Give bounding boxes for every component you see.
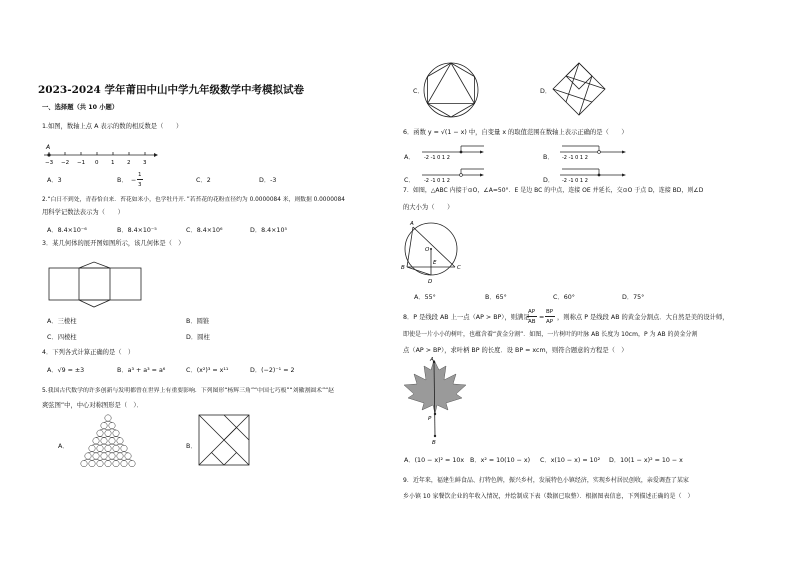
q1-stem: 1.如图，数轴上点 A 表示的数的相反数是（ ）: [42, 123, 183, 130]
svg-text:-2 -1 0 1 2: -2 -1 0 1 2: [562, 155, 588, 161]
q6-number-line-a: [422, 143, 486, 163]
q1-option-b: B．: [117, 177, 128, 184]
yanghui-cell: [121, 460, 127, 466]
yanghui-cell: [97, 460, 103, 466]
yanghui-cell: [101, 453, 107, 459]
q7-option-c: C．60°: [553, 294, 575, 301]
q6-option-c: C．: [404, 177, 415, 184]
yanghui-cell: [113, 460, 119, 466]
yanghui-cell: [109, 438, 115, 444]
yanghui-cell: [93, 453, 99, 459]
q7-option-a: A．55°: [414, 294, 436, 301]
q1-tick-label: −1: [77, 160, 86, 166]
q1-number-line: [42, 140, 162, 166]
q1-tick-label: 1: [111, 160, 115, 166]
q3-net-figure: [48, 262, 143, 308]
section-heading: 一、选择题（共 10 小题）: [42, 104, 119, 111]
svg-text:-2 -1 0 1 2: -2 -1 0 1 2: [562, 178, 588, 184]
yanghui-cell: [93, 438, 99, 444]
q1-tick-label: 0: [95, 160, 99, 166]
q3-option-b: B．圆锥: [186, 318, 210, 325]
q1-tick-label: 3: [143, 160, 147, 166]
q8-frac1-numerator: AP: [528, 309, 536, 315]
yanghui-cell: [109, 422, 115, 428]
yanghui-cell: [97, 430, 103, 436]
q8-label-p: P: [428, 416, 432, 422]
q5-option-b: B．: [186, 443, 197, 450]
q7-option-b: B．65°: [485, 294, 507, 301]
q7-stem-line2: 的大小为（ ）: [403, 204, 454, 211]
q1-option-b-sign: −: [131, 177, 137, 184]
zhaoshuang-figure: [552, 62, 606, 116]
yanghui-cell: [101, 422, 107, 428]
tangram-figure: [198, 414, 250, 466]
q8-label-b: B: [432, 440, 436, 446]
yanghui-cell: [105, 445, 111, 451]
q1-option-d: D．-3: [259, 177, 277, 184]
yanghui-cell: [109, 453, 115, 459]
svg-text:-2 -1 0 1 2: -2 -1 0 1 2: [424, 155, 450, 161]
yanghui-triangle-figure: [70, 414, 146, 470]
q4-option-d: D．(−2)⁻¹ = 2: [250, 367, 295, 374]
page-title: 2023-2024 学年莆田中山中学九年级数学中考模拟试卷: [38, 84, 304, 96]
q4-option-c: C．(x²)³ = x¹¹: [186, 367, 229, 374]
q6-number-line-b: [560, 143, 628, 163]
q6-option-d: D．: [543, 177, 555, 184]
q8-option-d: D．10(1 − x)² = 10 − x: [609, 457, 683, 464]
q8-label-a: A: [430, 357, 434, 363]
q6-option-b: B．: [543, 154, 554, 161]
q8-frac1-denominator: AB: [528, 319, 536, 325]
q8-option-a: A．(10 − x)² = 10x: [404, 457, 465, 464]
q7-stem-line1: 7．如图，△ABC 内接于⊙O，∠A=50°．E 是边 BC 的中点，连接 OE 并延长，交⊙O 于点 D，连接 BD，则∠D: [403, 187, 704, 194]
q9-stem-line2: 乡小镇 10 家餐饮企业的年收入情况，并绘制成下表（数据已取整）．根据图表信息，下列描述正确的是（ ）: [403, 493, 694, 500]
q8-stem-line3: 点（AP > BP），求叶柄 BP 的长度．设 BP = xcm，则符合题意的方程是（ ）: [403, 347, 628, 354]
q1-fraction-bar: [137, 179, 143, 180]
q3-option-c: C．四棱柱: [47, 334, 77, 341]
q7-label-o: O: [425, 247, 430, 253]
q1-tick-label: −3: [45, 160, 54, 166]
q6-number-line-c: [422, 166, 486, 186]
q1-option-a: A．3: [47, 177, 62, 184]
yanghui-cell: [117, 438, 123, 444]
yanghui-cell: [129, 460, 135, 466]
yanghui-cell: [97, 445, 103, 451]
q8-option-b: B．x² = 10(10 − x): [470, 457, 531, 464]
q5-option-c: C．: [413, 88, 424, 95]
q1-point-a: [47, 153, 50, 156]
q8-frac2-denominator: AP: [546, 319, 554, 325]
q6-stem: 6．函数 y = √(1 − x) 中，自变量 x 的取值范围在数轴上表示正确的是（ ）: [403, 129, 628, 136]
q2-option-c: C．8.4×10⁶: [186, 227, 223, 234]
q2-option-b: B．8.4×10⁻⁵: [117, 227, 157, 234]
q8-stem-line1-rest: ，则称点 P 是线段 AB 的黄金分割点．大自然是美的设计师，: [557, 314, 729, 321]
yanghui-cell: [101, 438, 107, 444]
q2-option-d: D．8.4×10⁵: [250, 227, 287, 234]
q2-option-a: A．8.4×10⁻⁶: [47, 227, 87, 234]
q8-equals: =: [539, 314, 545, 321]
q1-option-b-denominator: 3: [138, 182, 142, 188]
q6-number-line-d: [560, 166, 628, 186]
q4-option-b: B．a³ + a³ = a⁶: [117, 367, 166, 374]
yanghui-cell: [117, 453, 123, 459]
maple-leaf-figure: [404, 357, 468, 446]
yanghui-cell: [113, 430, 119, 436]
q4-option-a: A．√9 = ±3: [47, 367, 85, 374]
q5-option-a: A．: [58, 443, 69, 450]
q8-fraction-bar-1: [527, 316, 537, 317]
q6-option-a: A．: [404, 154, 415, 161]
q4-stem: 4．下列各式计算正确的是（ ）: [42, 349, 135, 356]
q1-point-label: A: [46, 144, 51, 151]
q7-label-e: E: [433, 260, 437, 266]
yanghui-cell: [85, 453, 91, 459]
q7-label-b: B: [401, 265, 405, 271]
yanghui-cell: [89, 460, 95, 466]
yanghui-cell: [105, 460, 111, 466]
liuhui-circle-figure: [423, 62, 479, 118]
q1-option-b-numerator: 1: [138, 172, 142, 178]
q7-label-d: D: [428, 279, 433, 285]
yanghui-cell: [121, 445, 127, 451]
q8-frac2-numerator: BP: [546, 309, 554, 315]
q8-stem-line1: 8．P 是线段 AB 上一点（AP > BP），则满足: [403, 314, 530, 321]
q7-option-d: D．75°: [622, 294, 645, 301]
q8-fraction-bar-2: [545, 316, 555, 317]
yanghui-cell: [105, 430, 111, 436]
yanghui-cell: [113, 445, 119, 451]
q9-stem-line1: 9．近年来，福建生鲜食品、打特色牌，振兴乡村，发展特色小镇经济，实现乡村居民创收，亲爱调查了某家: [403, 477, 689, 484]
q7-label-c: C: [457, 265, 461, 271]
svg-text:-2 -1 0 1 2: -2 -1 0 1 2: [424, 178, 450, 184]
q7-label-a: A: [410, 221, 414, 227]
q3-option-a: A．三棱柱: [47, 318, 77, 325]
q2-stem-line1: 2.“白日不到处，青春恰自来．苔花如米小，也学牡丹开．”若苔花的花粉直径约为 0.0000084 米，则数据 0.0000084: [42, 197, 345, 203]
q1-option-c: C．2: [196, 177, 211, 184]
q5-option-d: D．: [540, 88, 552, 95]
q8-option-c: C．x(10 − x) = 10²: [540, 457, 601, 464]
yanghui-cell: [81, 460, 87, 466]
q5-stem-line2: 爽弦图”中，中心对称图形是（ ）．: [42, 402, 143, 409]
q7-circle-figure: [400, 215, 466, 285]
yanghui-cell: [125, 453, 131, 459]
q3-option-d: D．圆柱: [186, 334, 210, 341]
q2-stem-line2: 用科学记数法表示为（ ）: [42, 209, 124, 216]
q5-stem-line1: 5.我国古代数学的许多创新与发明都曾在世界上有重要影响．下列图形“杨辉三角”“中国七巧板”“刘徽割圆术”“赵: [42, 388, 335, 394]
q1-tick-label: −2: [61, 160, 70, 166]
q3-stem: 3．某几何体的展开图如图所示，该几何体是（ ）: [42, 240, 185, 247]
q1-tick-label: 2: [127, 160, 131, 166]
yanghui-cell: [89, 445, 95, 451]
yanghui-cell: [105, 415, 111, 421]
q8-stem-line2: 即使是一片小小的树叶，也蕴含着“黄金分割”．如图，一片树叶的叶脉 AB 长度为 10cm，P 为 AB 的黄金分割: [403, 331, 698, 338]
